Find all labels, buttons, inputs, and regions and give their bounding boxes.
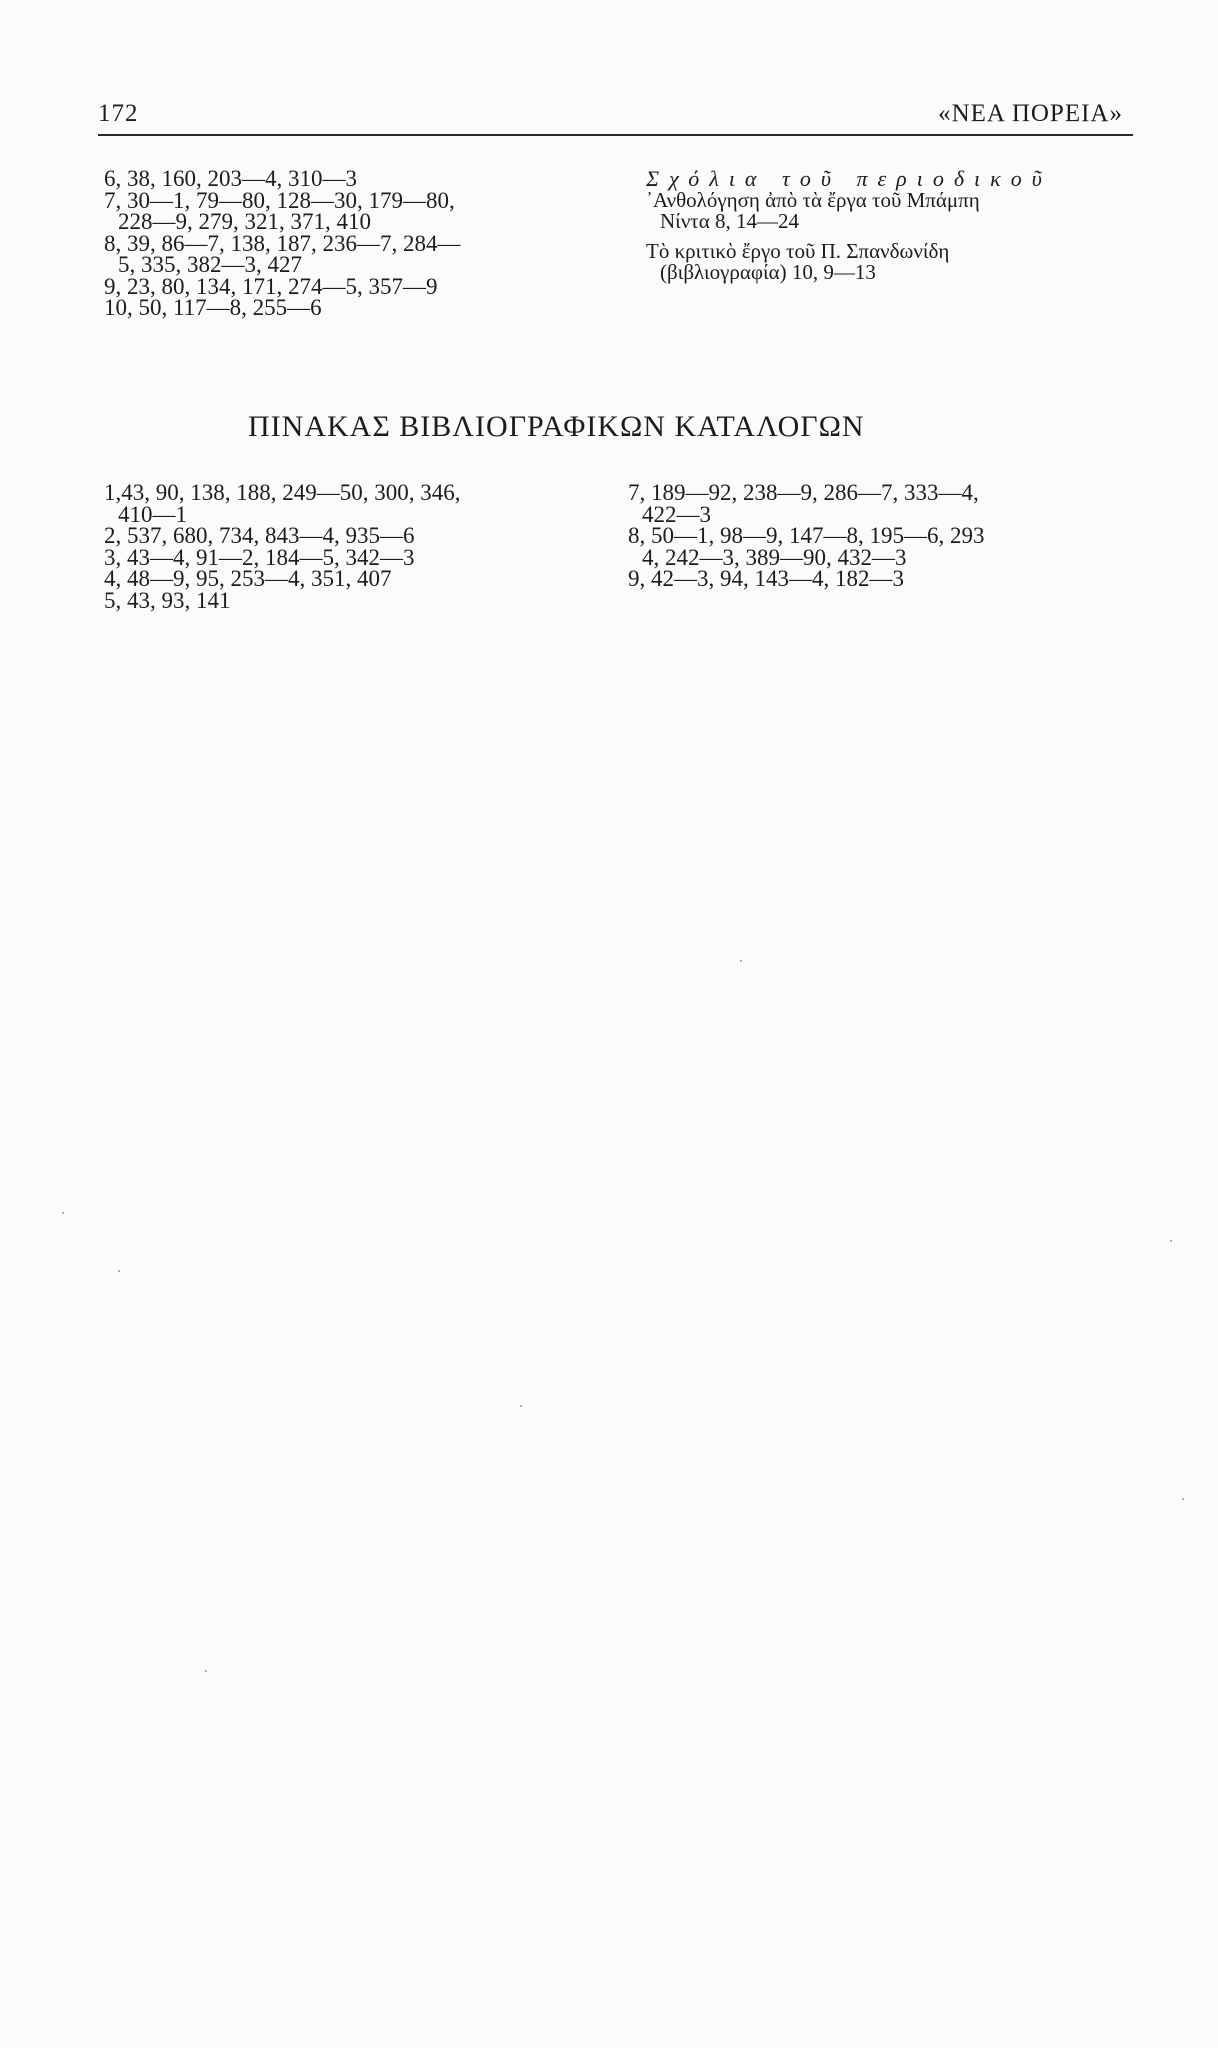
index-entry-continuation: (βιβλιογραφία) 10, 9—13 [660, 260, 876, 284]
print-speck [118, 1270, 120, 1272]
index-entry: 4, 48—9, 95, 253—4, 351, 407 [104, 566, 392, 591]
index-column-right-bottom [628, 482, 1148, 590]
print-speck [740, 960, 742, 962]
header-rule [98, 134, 1133, 136]
print-speck [62, 1212, 64, 1214]
index-entry: 2, 537, 680, 734, 843—4, 935—6 [104, 523, 415, 548]
index-entry: 9, 23, 80, 134, 171, 274—5, 357—9 [104, 273, 438, 299]
index-entry: ᾿Ανθολόγηση ἀπὸ τὰ ἔργα τοῦ Μπάμπη [646, 187, 980, 212]
print-speck [1182, 1498, 1184, 1500]
index-entry-continuation: 410—1 [118, 501, 187, 527]
index-column-left-bottom [104, 482, 574, 611]
page-number: 172 [98, 100, 139, 127]
index-entry: 5, 43, 93, 141 [104, 587, 231, 613]
print-speck [520, 1405, 522, 1407]
index-entry: 6, 38, 160, 203—4, 310—3 [104, 166, 357, 191]
index-entry: 9, 42—3, 94, 143—4, 182—3 [628, 566, 904, 591]
print-speck [205, 1670, 207, 1672]
index-entry: 10, 50, 117—8, 255—6 [104, 295, 322, 320]
index-entry: 1,43, 90, 138, 188, 249—50, 300, 346, [104, 480, 461, 505]
index-entry-continuation: 422—3 [642, 501, 711, 527]
index-entry: 8, 39, 86—7, 138, 187, 236—7, 284— [104, 230, 461, 256]
index-entry-continuation: 228—9, 279, 321, 371, 410 [118, 209, 371, 234]
subsection-heading: Σχόλια τοῦ περιοδικοῦ [646, 166, 1052, 191]
index-column-right-top [646, 168, 1116, 284]
index-entry: 7, 30—1, 79—80, 128—30, 179—80, [104, 187, 455, 213]
section-title: ΠΙΝΑΚΑΣ ΒΙΒΛΙΟΓΡΑΦΙΚΩΝ ΚΑΤΑΛΟΓΩΝ [248, 410, 865, 443]
index-entry: 8, 50—1, 98—9, 147—8, 195—6, 293 [628, 523, 985, 548]
index-entry-continuation: Νίντα 8, 14—24 [660, 209, 800, 233]
index-entry-continuation: 4, 242—3, 389—90, 432—3 [642, 544, 907, 570]
index-entry: 7, 189—92, 238—9, 286—7, 333—4, [628, 480, 979, 505]
index-column-left-top [104, 168, 624, 319]
print-speck [1170, 1240, 1172, 1242]
index-entry: Τὸ κριτικὸ ἔργο τοῦ Π. Σπανδωνίδη [646, 238, 950, 263]
index-entry-continuation: 5, 335, 382—3, 427 [118, 252, 302, 277]
index-entry: 3, 43—4, 91—2, 184—5, 342—3 [104, 544, 415, 570]
running-title: «ΝΕΑ ΠΟΡΕΙΑ» [938, 100, 1123, 127]
page-header [98, 96, 1133, 136]
